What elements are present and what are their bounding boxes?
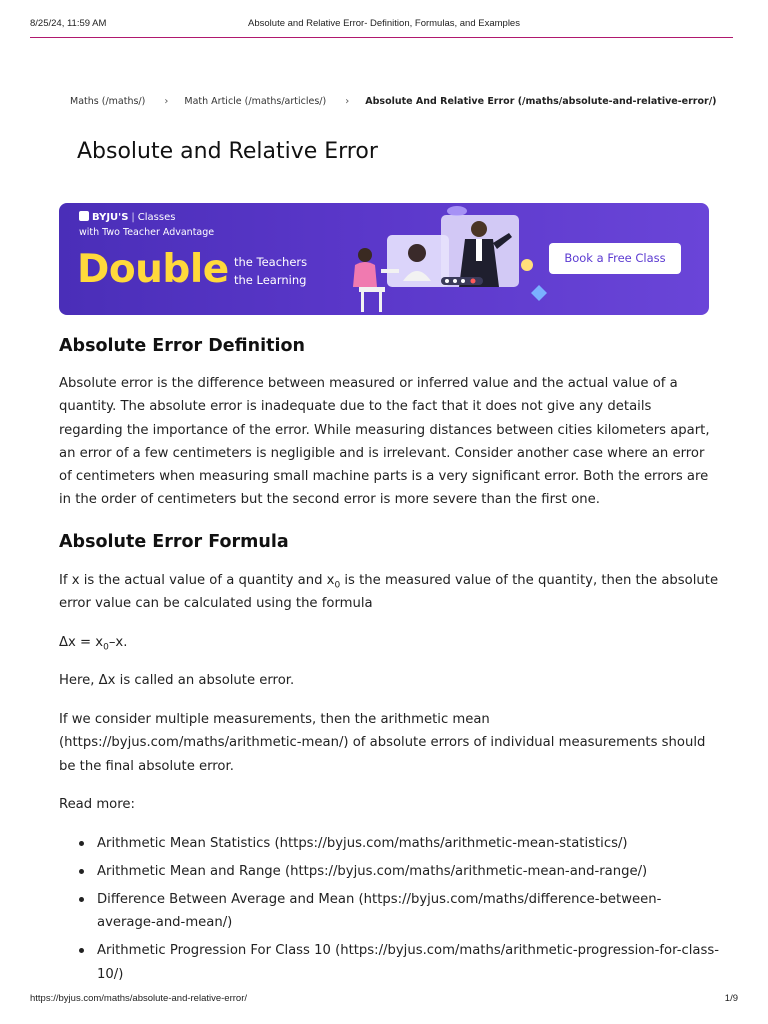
section-heading-formula: Absolute Error Formula (59, 532, 289, 552)
formula-rhs: –x. (108, 635, 128, 650)
breadcrumb-item-current[interactable]: Absolute And Relative Error (/maths/absolute-and-relative-error/) (365, 96, 717, 107)
breadcrumb-item-maths[interactable]: Maths (/maths/) (70, 96, 146, 107)
promo-banner[interactable] (59, 203, 709, 315)
read-more-link[interactable]: Difference Between Average and Mean (https://byjus.com/maths/difference-between-average-and-mean/) (59, 888, 719, 935)
teacher-student-illustration-icon (329, 203, 549, 315)
formula-lhs: Δx = x (59, 635, 104, 650)
formula-subscript: 0 (103, 642, 109, 653)
banner-brand-name: BYJU'S (92, 212, 129, 223)
print-page-title: Absolute and Relative Error- Definition, Formulas, and Examples (248, 18, 520, 29)
read-more-link[interactable]: Arithmetic Mean Statistics (https://byjus.com/maths/arithmetic-mean-statistics/) (59, 832, 719, 855)
print-header (30, 18, 738, 32)
banner-brand (79, 211, 175, 223)
formula-intro-paragraph (59, 569, 719, 616)
banner-headline: Double (77, 247, 229, 292)
print-footer (30, 993, 738, 1007)
banner-tagline-teachers: the Teachers (234, 255, 308, 269)
book-free-class-button[interactable]: Book a Free Class (549, 243, 681, 274)
breadcrumb (70, 96, 728, 107)
banner-tagline-learning: the Learning (234, 273, 307, 287)
formula-intro-text: If x is the actual value of a quantity and x (59, 573, 335, 588)
absolute-error-formula (59, 631, 719, 654)
multiple-measurements-paragraph: If we consider multiple measurements, then the arithmetic mean (https://byjus.com/maths/arithmetic-mean/) of absolute errors of individual measurements should be the final absolute error. (59, 712, 706, 774)
banner-brand-label: Classes (137, 212, 176, 223)
formula-intro-text-rest: is the measured value of the quantity, then the absolute error value can be calculated using the formula (59, 573, 719, 612)
section-heading-definition: Absolute Error Definition (59, 336, 305, 356)
definition-paragraph: Absolute error is the difference between measured or inferred value and the actual value of a quantity. The absolute error is inadequate due to the fact that it does not give any details regarding the importance of the error. While measuring distances between cities kilometers apart, an error of a few centimeters is negligible and is irrelevant. Consider another case where an error of centimeters when measuring small machine parts is a very significant error. Both the errors are in the order of centimeters but the second error is more severe than the first one. (59, 376, 710, 508)
banner-brand-divider: | (131, 212, 135, 223)
print-footer-url: https://byjus.com/maths/absolute-and-relative-error/ (30, 993, 248, 1004)
formula-explanation: Here, Δx is called an absolute error. (59, 673, 295, 688)
banner-subtitle: with Two Teacher Advantage (79, 227, 215, 238)
breadcrumb-chevron-icon: › (164, 96, 169, 107)
read-more-list (59, 832, 719, 991)
breadcrumb-item-math-article[interactable]: Math Article (/maths/articles/) (184, 96, 327, 107)
read-more-link[interactable]: Arithmetic Progression For Class 10 (https://byjus.com/maths/arithmetic-progression-for-class-10/) (59, 939, 719, 986)
page-title: Absolute and Relative Error (77, 139, 378, 164)
read-more-link[interactable]: Arithmetic Mean and Range (https://byjus.com/maths/arithmetic-mean-and-range/) (59, 860, 719, 883)
print-page-number: 1/9 (724, 993, 738, 1004)
print-datetime: 8/25/24, 11:59 AM (30, 18, 107, 29)
byjus-logo-icon (79, 211, 89, 221)
read-more-label: Read more: (59, 797, 135, 812)
header-divider (30, 37, 733, 38)
formula-intro-subscript: 0 (334, 580, 341, 591)
breadcrumb-chevron-icon: › (345, 96, 350, 107)
